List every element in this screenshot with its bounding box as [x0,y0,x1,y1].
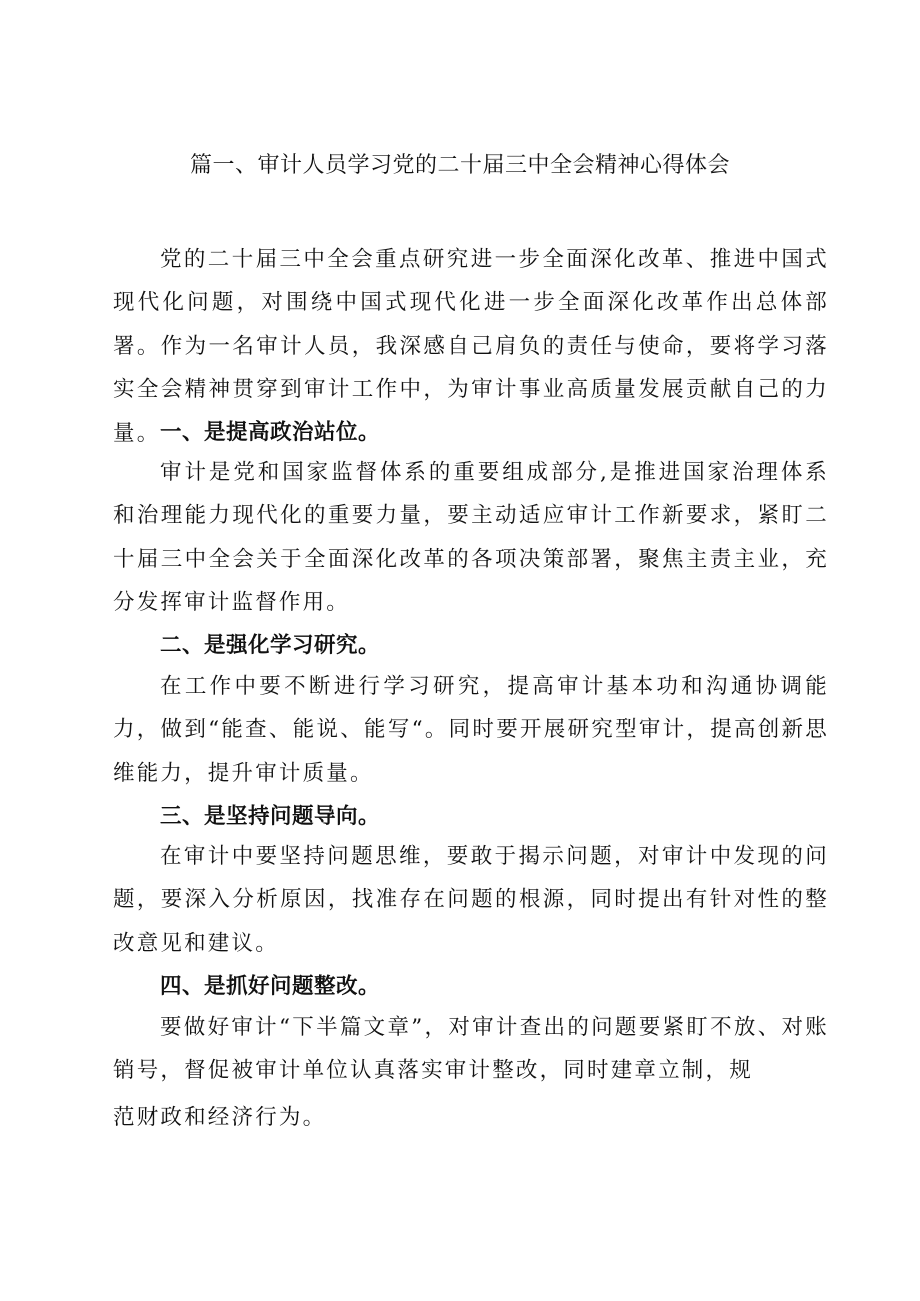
section-4-body-b: 范财政和经济行为。 [113,1105,327,1130]
document-title: 篇一、审计人员学习党的二十届三中全会精神心得体会 [189,153,730,178]
section-3-heading: 三、是坚持问题导向。 [160,804,381,829]
section-3-body: 在审计中要坚持问题思维，要敢于揭示问题，对审计中发现的问题，要深入分析原因，找准存在问题的根源，同时提出有针对性的整改意见和建议。 [113,844,829,956]
section-1-heading: 一、是提高政治站位。 [160,420,381,445]
intro-paragraph: 党的二十届三中全会重点研究进一步全面深化改革、推进中国式现代化问题，对围绕中国式现代化进一步全面深化改革作出总体部署。作为一名审计人员，我深感自己肩负的责任与使命，要将学习落实全会精神贯穿到审计工作中，为审计事业高质量发展贡献自己的力量。 [113,247,829,446]
section-4-heading: 四、是抓好问题整改。 [160,974,381,999]
section-2-heading: 二、是强化学习研究。 [160,633,381,658]
section-2-body: 在工作中要不断进行学习研究，提高审计基本功和沟通协调能力，做到“能查、能说、能写“。同时要开展研究型审计，提高创新思维能力，提升审计质量。 [113,674,829,786]
section-1-body: 审计是党和国家监督体系的重要组成部分,是推进国家治理体系和治理能力现代化的重要力量，要主动适应审计工作新要求，紧盯二十届三中全会关于全面深化改革的各项决策部署，聚焦主责主业，充分发挥审计监督作用。 [113,460,829,616]
section-4-body-a: 要做好审计“下半篇文章”，对审计查出的问题要紧盯不放、对账销号，督促被审计单位认真落实审计整改，同时建章立制，规 [113,1015,829,1084]
